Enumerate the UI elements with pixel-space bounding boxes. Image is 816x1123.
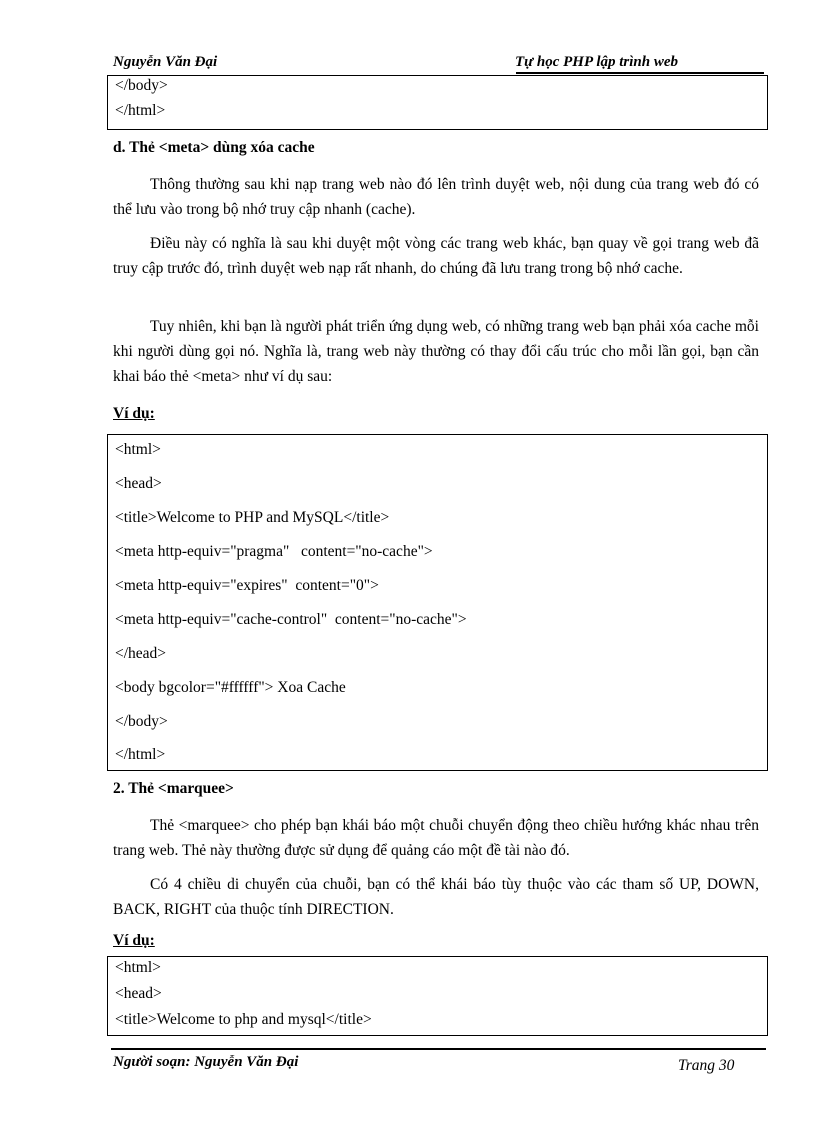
code-line: </head> [115,645,167,662]
paragraph: Tuy nhiên, khi bạn là người phát triển ứng dụng web, có những trang web bạn phải xóa cache mỗi khi người dùng gọi nó. Nghĩa là, trang web này thường có thay đổi cấu trúc cho mỗi lần gọi, bạn cần khai báo thẻ <meta> như ví dụ sau: [113,318,759,385]
code-box-continued [107,75,768,130]
section-heading-marquee: 2. Thẻ <marquee> [113,780,234,797]
footer-rule [111,1048,766,1050]
paragraph: Điều này có nghĩa là sau khi duyệt một vòng các trang web khác, bạn quay về gọi trang web đã truy cập trước đó, trình duyệt web nạp rất nhanh, do chúng đã lưu trang trong bộ nhớ cache. [113,235,759,277]
code-line: <title>Welcome to php and mysql</title> [115,1011,372,1028]
example-label: Ví dụ: [113,405,155,422]
code-line: </html> [115,102,166,119]
page-header [113,54,763,74]
header-author: Nguyễn Văn Đại [113,54,218,70]
code-line: </html> [115,746,166,763]
code-line: <html> [115,441,161,458]
code-line: <head> [115,985,162,1002]
code-box-marquee [107,956,768,1036]
code-line: <html> [115,959,161,976]
example-label: Ví dụ: [113,932,155,949]
paragraph: Thẻ <marquee> cho phép bạn khái báo một chuỗi chuyển động theo chiều hướng khác nhau trên trang web. Thẻ này thường được sử dụng để quảng cáo một đề tài nào đó. [113,817,759,859]
page-number: Trang 30 [678,1057,735,1074]
code-line: <meta http-equiv="cache-control" content="no-cache"> [115,611,467,628]
code-line: </body> [115,77,168,94]
code-box-meta-cache [107,434,768,771]
footer-composer: Người soạn: Nguyễn Văn Đại [113,1054,299,1070]
code-line: <meta http-equiv="expires" content="0"> [115,577,379,594]
code-line: <title>Welcome to PHP and MySQL</title> [115,509,390,526]
code-line: <meta http-equiv="pragma" content="no-cache"> [115,543,433,560]
header-book-title: Tự học PHP lập trình web [515,54,679,70]
header-rule [516,72,764,74]
paragraph: Có 4 chiều di chuyển của chuỗi, bạn có thể khái báo tùy thuộc vào các tham số UP, DOWN, BACK, RIGHT của thuộc tính DIRECTION. [113,876,759,918]
paragraph: Thông thường sau khi nạp trang web nào đó lên trình duyệt web, nội dung của trang web đó có thể lưu vào trong bộ nhớ truy cập nhanh (cache). [113,176,759,218]
code-line: <body bgcolor="#ffffff"> Xoa Cache [115,679,346,696]
section-heading-d: d. Thẻ <meta> dùng xóa cache [113,139,315,156]
code-line: </body> [115,713,168,730]
code-line: <head> [115,475,162,492]
